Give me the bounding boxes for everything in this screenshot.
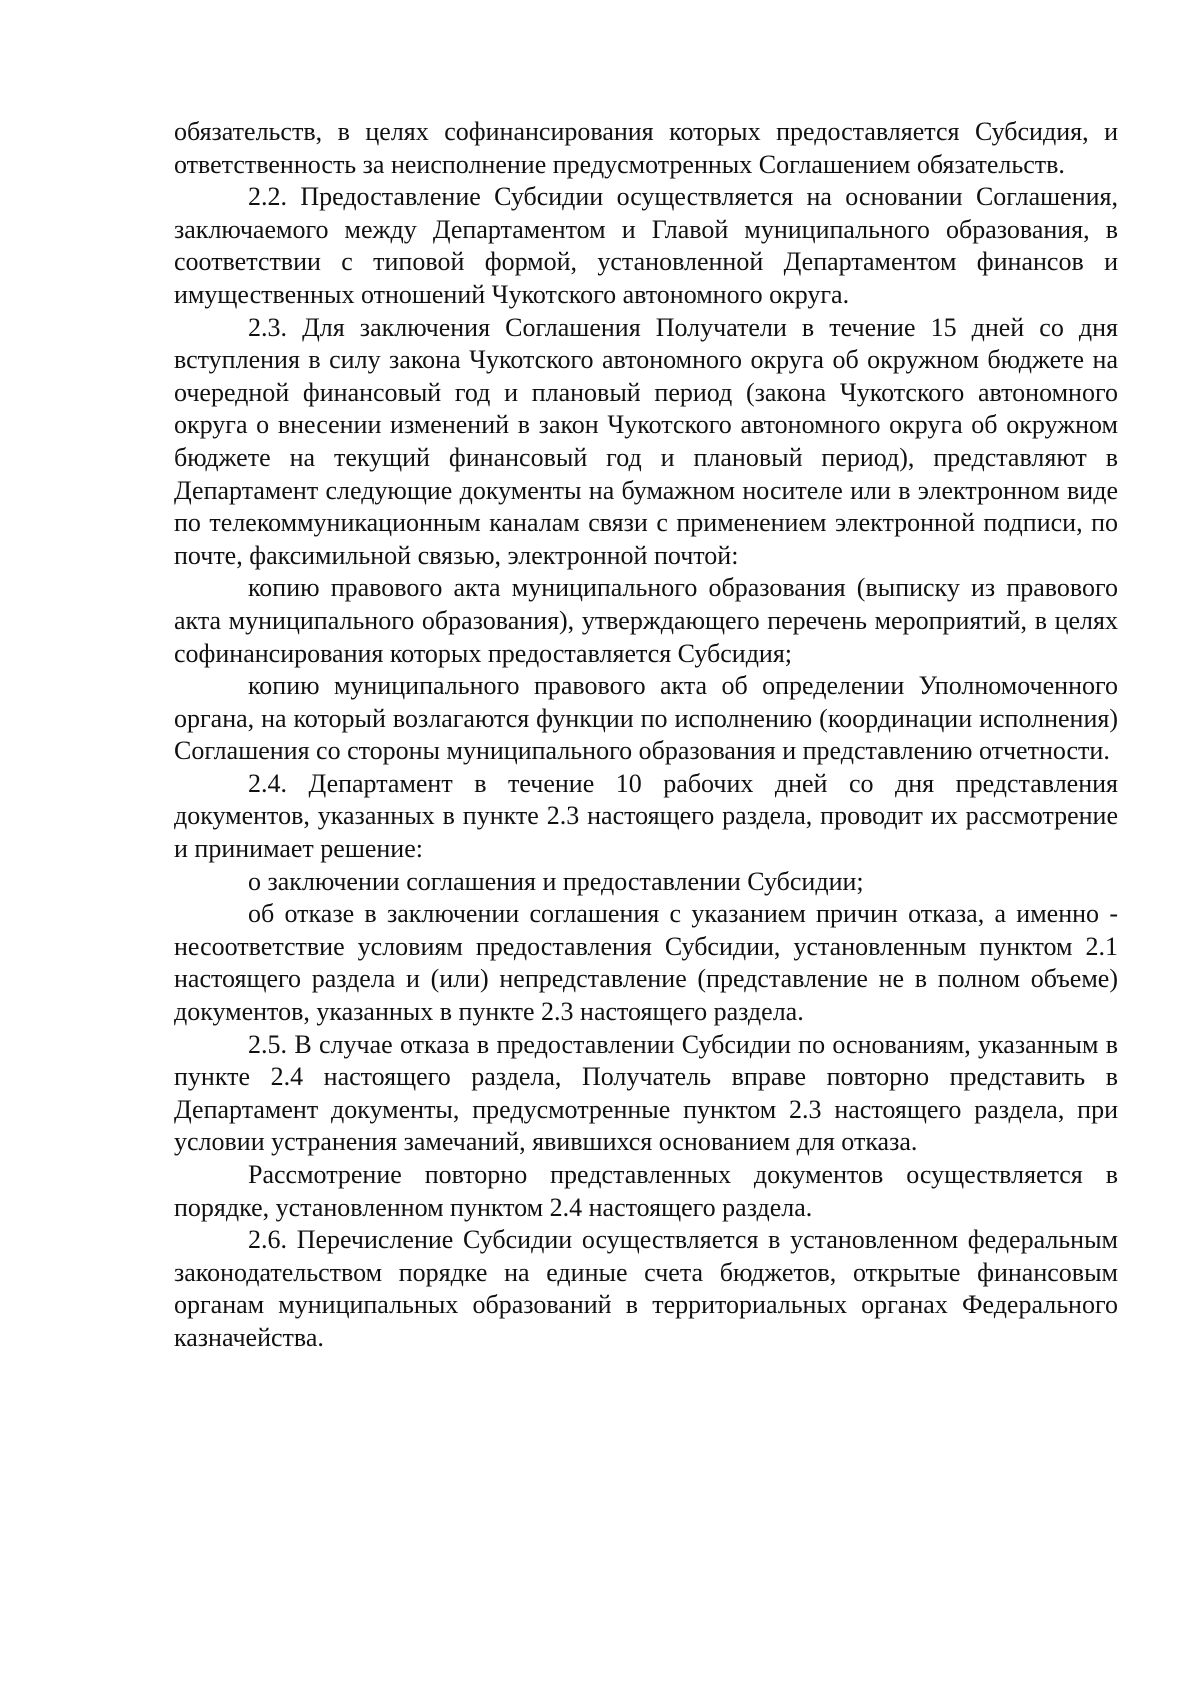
paragraph-2-5: 2.5. В случае отказа в предоставлении Субсидии по основаниям, указанным в пункте 2.4 настоящего раздела, Получатель вправе повторно представить в Департамент документы, предусмотренные пунктом 2.3 настоящего раздела, при условии устранения замечаний, явившихся основанием для отказа. [174,1029,1118,1157]
paragraph-2-4: 2.4. Департамент в течение 10 рабочих дней со дня представления документов, указанных в пункте 2.3 настоящего раздела, проводит их рассмотрение и принимает решение: [174,768,1118,864]
paragraph-obligations: обязательств, в целях софинансирования которых предоставляется Субсидия, и ответственность за неисполнение предусмотренных Соглашением обязательств. [174,117,1118,179]
paragraph-2-2: 2.2. Предоставление Субсидии осуществляется на основании Соглашения, заключаемого между Департаментом и Главой муниципального образования, в соответствии с типовой формой, установленной Департаментом финансов и имущественных отношений Чукотского автономного округа. [174,182,1118,309]
paragraph-2-5-review: Рассмотрение повторно представленных документов осуществляется в порядке, установленном пунктом 2.4 настоящего раздела. [174,1160,1118,1222]
paragraph-2-3-item-1: копию правового акта муниципального образования (выписку из правового акта муниципального образования), утверждающего перечень мероприятий, в целях софинансирования которых предоставляется Субсидия; [174,573,1118,668]
paragraph-2-3-item-2: копию муниципального правового акта об определении Уполномоченного органа, на который возлагаются функции по исполнению (координации исполнения) Соглашения со стороны муниципального образования и представлению отчетности. [174,671,1118,766]
paragraph-2-6: 2.6. Перечисление Субсидии осуществляется в установленном федеральным законодательством порядке на единые счета бюджетов, открытые финансовым органам муниципальных образований в территориальных органах Федерального казначейства. [174,1225,1118,1352]
paragraph-2-3: 2.3. Для заключения Соглашения Получатели в течение 15 дней со дня вступления в силу закона Чукотского автономного округа об окружном бюджете на очередной финансовый год и плановый период (закона Чукотского автономного округа о внесении изменений в закон Чукотского автономного округа об окружном бюджете на текущий финансовый год и плановый период), представляют в Департамент следующие документы на бумажном носителе или в электронном виде по телекоммуникационным каналам связи с применением электронной подписи, по почте, факсимильной связью, электронной почтой: [174,312,1118,570]
paragraph-2-4-item-1: о заключении соглашения и предоставлении Субсидии; [248,866,864,896]
paragraph-2-4-item-2: об отказе в заключении соглашения с указанием причин отказа, а именно - несоответствие условиям предоставления Субсидии, установленным пунктом 2.1 настоящего раздела и (или) непредставление (представление не в полном объеме) документов, указанных в пункте 2.3 настоящего раздела. [174,899,1118,1027]
document-page [174,116,1118,1355]
